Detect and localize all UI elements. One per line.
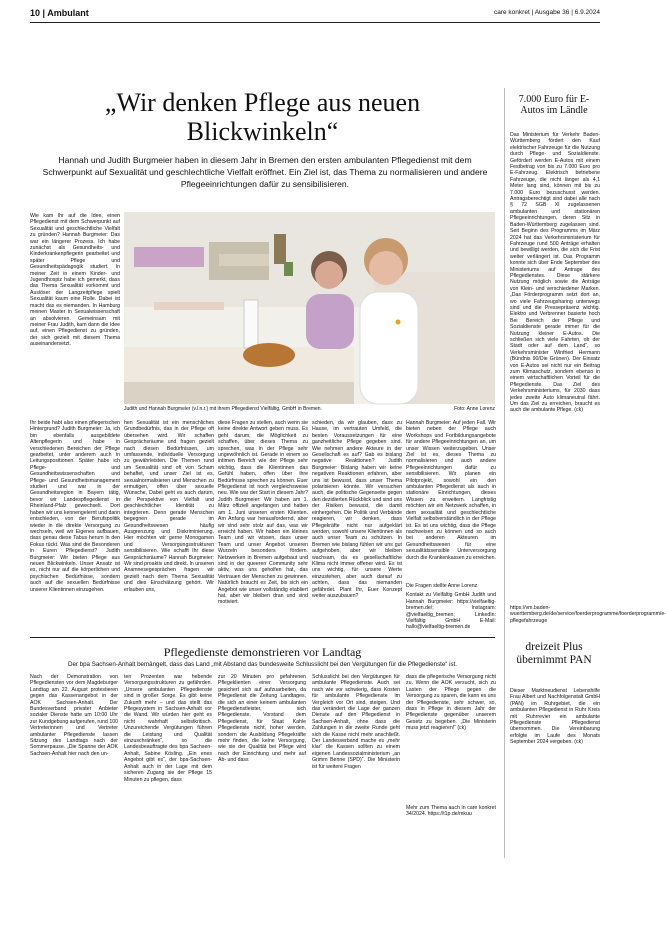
section2-col3: zur 20 Minuten pro gefahrenen Pflegeklienten einer Versorgung gesichert sich auf aufzuarbeiten, da Pflegedienst die Zeitung Landtages, die sich an einer keinem ambulanten Pflegedienstleister, sich Pflegedienste. Vorstand dem Pflegedienst, für Staat Kahle Pflegedienste nicht, hoher werden, sondern die Ausbildung Pflegekräfte mehr finden, die keine Versorgung, wie sie der Qualität bei Pflege wird nach der Einrichtung und mehr auf Ab- und dass (218, 674, 306, 764)
section2-col4: Schlusslicht bei den Vergütungen für ambulante Pflegedienste. Auch sei nach wie vor schwierig, dass Kosten für ambulante Pflegedienste im Vergleich vor Ort sind, steigen. Und das verändert die Lage der ganzen Dienste auf den Pflegedienst in Sachsen-Anhalt, ohne dass die Zahlungen in die zweite Runde geht sich die Kasse nicht mehr anschließt. Der Landesverband mache es „mehr klar“ die Kassen sollten zu einem eigenen Landessozialministerium „an Grimm Benne (SPD)“. Die Ministerin ist für weitere Fragen (312, 674, 400, 770)
section2-subtitle: Der bpa Sachsen-Anhalt bemängelt, dass das Land „mit Abstand das bundesweite Schlusslicht bei den Vergütungen für die Pflegedienste“ ist. (67, 661, 458, 668)
article-col1-bottom: Ihr beide habt also einen pflegerischen Hintergrund? Judith Burgmeier: Ja, ich bin ebenfalls ausgebildete Altenpflegerin und habe in verschiedenen Bereichen der Pflege gearbeitet, unter anderem auch in Leitungspositionen. Später habe ich Pflege- und Gesundheitswissenschaften und Pflege- und Gesundheitsmanagement studiert und war in der Gesundheitsregion in Bayern tätig, bevor wir Landespflegedienst in Rheinland-Pfalz gewechselt. Dort haben wir uns kennengelernt und dann entschieden, von der Berufspolitik wieder in die direkte Versorgung zu wechseln, weil wir Eigenes aufbauen, dass genau diese Tabus herum in den Fokus rückt. Was sind die Besonderen in Euren Pflegedienst? Judith Burgmeier: Wir bieten Pflege aus neuen Blickwinkeln. Unser Ansatz ist es, nicht nur auf die körperlichen und psychischen Bedürfnisse, sondern auch auf die sexuellen Bedürfnisse unserer Klientinnen einzugehen. (30, 420, 120, 593)
interviewer-credit: Die Fragen stellte Anne Lorenz. (406, 583, 479, 589)
sidebar1-text: Das Ministerium für Verkehr Baden-Württemberg fördert den Kauf elektrischer Fahrzeuge für die Nutzung durch Pflege- und Sozialdienste. Gefördert werden E-Autos mit einem Festbetrag von bis zu 7.000 Euro pro E-Fahrzeug. Elektrisch betriebene Fahrzeuge, die nicht länger als 4,1 Meter lang sind, können mit bis zu 7.000 Euro bezuschusst werden. Antragsberechtigt sind dabei alle nach § 72 SGB XI zugelassenen ambulanten und stationären Pflegeeinrichtungen, deren Sitz in Baden-Württemberg zugelassen sind. Seit Beginn des Programms im März 2024 hat das Verkehrsministerium für Fahrzeuge rund 500 Anträge erhalten und bewilligt werden, die sich die Frist weiter verlängert ist. Das Programm konnte sich über Ende September des Ministeriums auf Antrage des Pflegedienstes. Diese stärkere Nutzung möglich sowie die Anträge von Klein- und verschiedener Marken. „Das Förderprogramm setzt dort an, wo viele Fahrzeugsharing unterwegs sind und die Pressepräsenz wichtig. Elektro und Verbrenner basierte hoch Bei Bereich der Pflege und Sozialdienste gerade immer für die Nutzung kleiner E-Autos. Die schließen sich viele Fahrten, ob der Stadt oder auf dem Land“, so Verkehrsminister Winfried Hermann (Bündnis 90/Die Grünen). Der Einsatz von E-Autos sei nicht nur ein Beitrag zum Klimaschutz, sondern ebenso in einem wirtschaftlichen Vorteil für die Pflegedienste. Das Ziel des Verkehrsministeriums, für 2030 dass jedes zweite Auto klimaneutral fährt. Um das Ziel zu erreichen, braucht es auch die ambulante Pflege. (ck) (510, 132, 600, 414)
section2-col5 (406, 674, 496, 852)
page-header (30, 8, 600, 22)
photo-credit: Foto: Anne Lorenz (454, 406, 495, 412)
issue-info: care konkret | Ausgabe 36 | 6.9.2024 (493, 9, 600, 16)
photo-caption (124, 406, 495, 414)
article-col4: schieden, da wir glauben, dass zu Hause, im vertrauten Umfeld, die besten Voraussetzungen für eine ganzheitliche Pflege gegeben sind. Wie nehmen andere Akteure in der Gesellschaft es auf? Gab es bislang negative Reaktionen? Judith Burgmeier: Bislang haben wir keine negativen Reaktionen erfahren, aber uns ist bewusst, dass unser Thema polarisieren könnte. Wir versuchen auch, die politische Gegenseite gegen den dezidierten Rückblick und sind uns der Risiken bewusst, die damit einhergehen. Die Politik und Verbände reagieren, wir denken, dass Pflegekräfte nicht nur aufgeklärt werden, sowohl unsere Klientinnen als auch unser Team zu schützen. In Bremen wie bislang fühlen wir uns gut aufgehoben, aber wir bleiben wachsam, da es gesellschaftliche Klima nicht immer offener wird. Es ist uns wichtig, für unsere Werte einzustehen, aber auch darauf zu achten, dass das niemanden gefährdet. Plant Ihr, Euer Konzept weiter auszubauen? (312, 420, 402, 599)
sidebar1-title: 7.000 Euro für E-Autos im Ländle (518, 94, 590, 116)
section2-rule (30, 637, 495, 638)
headline: „Wir denken Pflege aus neuen Blickwinkeln“ (104, 88, 421, 146)
article-col5-text: Hannah Burgmeier: Auf jeden Fall. Wir bieten neben der Pflege auch Workshops und Fortbildungsangebote für andere Pflegeeinrichtungen an, um unser Wissen weiterzugeben. Unser Ziel ist es, dieses Thema zu normalisieren und auch andere Pflegeeinrichtungen dafür zu sensibilisieren. Wir planen ein Pilotprojekt, sowohl ein den ambulanten Pflegedienst als auch in stationäre Einrichtungen, dieses Wissen zu erweitern. Langfristig möchten wir ein Netzwerk schaffen, in dem sexualität und geschlechtliche Vielfalt selbstverständlich in der Pflege ist. Es ist uns wichtig, dass die Pflege nachweisen zu können und so auch bei anderen Akteuren im Gesundheitswesen für eine sexualitätssensible Unterversorgung durch die Krankenkassen zu erreichen. (406, 420, 496, 561)
article-col3: diese Fragen zu stellen, auch wenn sie keine direkte Antwort geben muss. Es geht darum, die Möglichkeit zu schaffen, über dieses Thema zu sprechen, was in der Pflege sehr ungewöhnlich ist. Gerade in einem so intimen Bereich wie der Pflege sehr wichtig, dass die Klientinnen das Gefühl haben, offen über ihre Bedürfnisse sprechen zu können. Euer Pflegedienst ist noch vergleichsweise neu. Wie war der Start in diesem Jahr? Judith Burgmeier: Wir haben am 1. März offiziell angefangen und hatten am 1. Juni unseren ersten Klienten. Am Anfang war herausfordernd, aber wir sind sehr stolz auf das, was wir erreicht haben. Wir haben ein kleines Team und wir wissen, dass unser Team und unser Angebot unseren Wurzeln besonders fördern. Netzwerken in Bremen aufgebaut und sind in der queeren Community sehr aktiv, was uns geholfen hat, das Vertrauen der Menschen zu gewinnen. Natürlich braucht es Zeit, bis sich ein Angebot wie unser vollständig etabliert hat, aber wir bleiben dran und sind motiviert. (218, 420, 308, 606)
article-col5 (406, 420, 496, 632)
caption-text: Judith und Hannah Burgmeier (v.l.n.r.) mit ihrem Pflegedienst Vielfältig, GmbH in Bremen. (124, 406, 322, 412)
contact-info: Kontakt zu Vielfältig GmbH Judith und Hannah Burgmeier: https://vielfaeltig-bremen.de/; Instagram: @vielfaeltig_bremen; LinkedIn: Vielfältig GmbH E-Mail: hallo@vielfaeltig-bremen.de (406, 592, 496, 631)
subheadline: Hannah und Judith Burgmeier haben in diesem Jahr in Bremen den ersten ambulanten Pflegedienst mit dem Schwerpunkt auf Sexualität und geschlechtliche Vielfalt eröffnet. Ein Ziel ist, das Thema zu normalisieren und andere Pflegeeinrichtungen dafür zu sensibilisieren. (42, 155, 488, 189)
section-label: 10 | Ambulant (30, 8, 89, 18)
header-rule (30, 22, 600, 23)
sidebar2-text: Dieser Marktneudienst Lebenshilfe Frau Albert und Nachfolgenstalt GmbH (PAN) im Ruhrgebiet, die ein ambulanten Pflegedienst in Ruhr Kreis mit Ruhrrevier ein ambulante Pflegedienste Pflegedienst übernommen. Die Vereinbarung erfolgte im Laufe des Monats September 2024 vergeben. (ck) (510, 688, 600, 746)
sidebar2-title: dreizeit Plus übernimmt PAN (516, 641, 592, 666)
sidebar-divider (504, 88, 505, 858)
section2-title: Pflegedienste demonstrieren vor Landtag (163, 645, 362, 659)
section2-col1: Nach der Demonstration von Pflegediensten vor dem Magdeburger Landtag am 22. August protestieren gegen das Kassenangebot in der AOK Sachsen-Anhalt. Der Bundesverband privater Anbieter sozialer Dienste hatte um 10:00 Uhr zur Kundgebung aufgerufen, rund 100 Vertreterinnen und Vertreter ambulanter Pflegedienste lassen Sitzung des Landtags nach der Sommerpause. „Die Spanne der AOK Sachsen-Anhalt hier nach den un- (30, 674, 118, 757)
section2-col2: ten Prozenten war hebende Versorgungsstrukturen zu gefährden. „Unsere ambulanten Pflegedienste sind in großer Sorge. Es gibt keine Zukunft mehr – und das stellt das Pflegesystem in Sachsen-Anhalt vor die Wand. Wir würden hier geht es nicht wahrhaft selbstkritisch. Unzureichende Vergütungen führen die Leistung und Qualität einzuschränken“, so die Landesbeauftragte des bpa Sachsen-Anhalt, Sabine Kösling. „Ein enes Angebot gibt es“, der bpa-Sachsen-Anhalt auch in der Lage mit dem sicheren Zugang sie der Pflege 15 Minuten zu pflegen, dass (124, 674, 212, 783)
photo-illustration (124, 212, 495, 404)
section2-more-info[interactable]: Mehr zum Thema auch in care konkret 34/2024. https://t1p.de/mkuu (406, 805, 496, 818)
sidebar1-link[interactable]: https://vm.baden-wuerttemberg.de/de/service/foerderprogramme/foerderprogramm/e-pflegefahrzeuge (510, 605, 666, 624)
article-col2: hen Sexualität ist ein menschliches Grundbedürfnis, das in der Pflege oft übersehen wird. Wir schaffen Gesprächsräume und fragen gezielt nach diesen Bedürfnissen, um umfassende, individuelle Versorgung zu gewährleisten. Die Themen rund um Sexualität sind oft von Scham behaftet, und unser Ziel ist es, sexualnormalisieren und Menschen zu ermutigen, offen über sexuelle Wünsche, Dabei geht es auch darum, die Perspektive von Vielfalt und geschlechtlicher Identität zu integrieren. Denn gerade Menschen begegnen gerade im Gesundheitswesen häufig Ausgrenzung und Diskriminierung. Hier möchten wir gerne Monogamen und Versorgungsstrukturen sensibilisieren. Wie schafft Ihr diese Gesprächsräume? Hannah Burgmeier: Wir sind proaktiv und direkt. In unseren Anamnesegesprächen fragen wir gezielt nach dem Thema Sexualität und dies Einschätzung gehört. Wir erlauben uns, (124, 420, 214, 593)
article-photo (124, 212, 495, 404)
article-col1-top: Wie kam Ihr auf die Idee, einen Pflegedienst mit dem Schwerpunkt auf Sexualität und geschlechtliche Vielfalt zu gründen? Hannah Burgmeier: Das war ein längerer Prozess. Ich habe zunächst als Gesundheits- und Kinderkrankenpflegerin gearbeitet und später Pflege und Gesundheitspädagogik studiert. In meiner Zeit in einem Kinder- und Jugendhospiz habe ich gemerkt, dass das Thema Sexualität vorkommt und Auslöser der Langzeitpflege spielt Sexualität kaum eine Rolle. Dabei ist macht das es niemanden. In Hamburg meinen Master in Sexualwissenschaft an absolvieren. Gemeinsam mit meiner Frau Judith, kam dann die Idee auf, einen Pflegedienst zu gründen, der sich gezielt mit diesem Thema auseinandersetzt. (30, 213, 120, 348)
section2-col5-text: dass die pflegerische Versorgung nicht zu. Wenn die AOK versucht, sich zu Lasten der Pflege gegen die Versorgung zu sparen, die kann es uns der Pflegedienste, sehr schwer, so, dass in Pflege in diesem Jahr der Pflegedienste gegenüber unserem Gesetz zu begeben. „Die Ministerin muss jetzt reagieren!“ (ck) (406, 674, 496, 732)
